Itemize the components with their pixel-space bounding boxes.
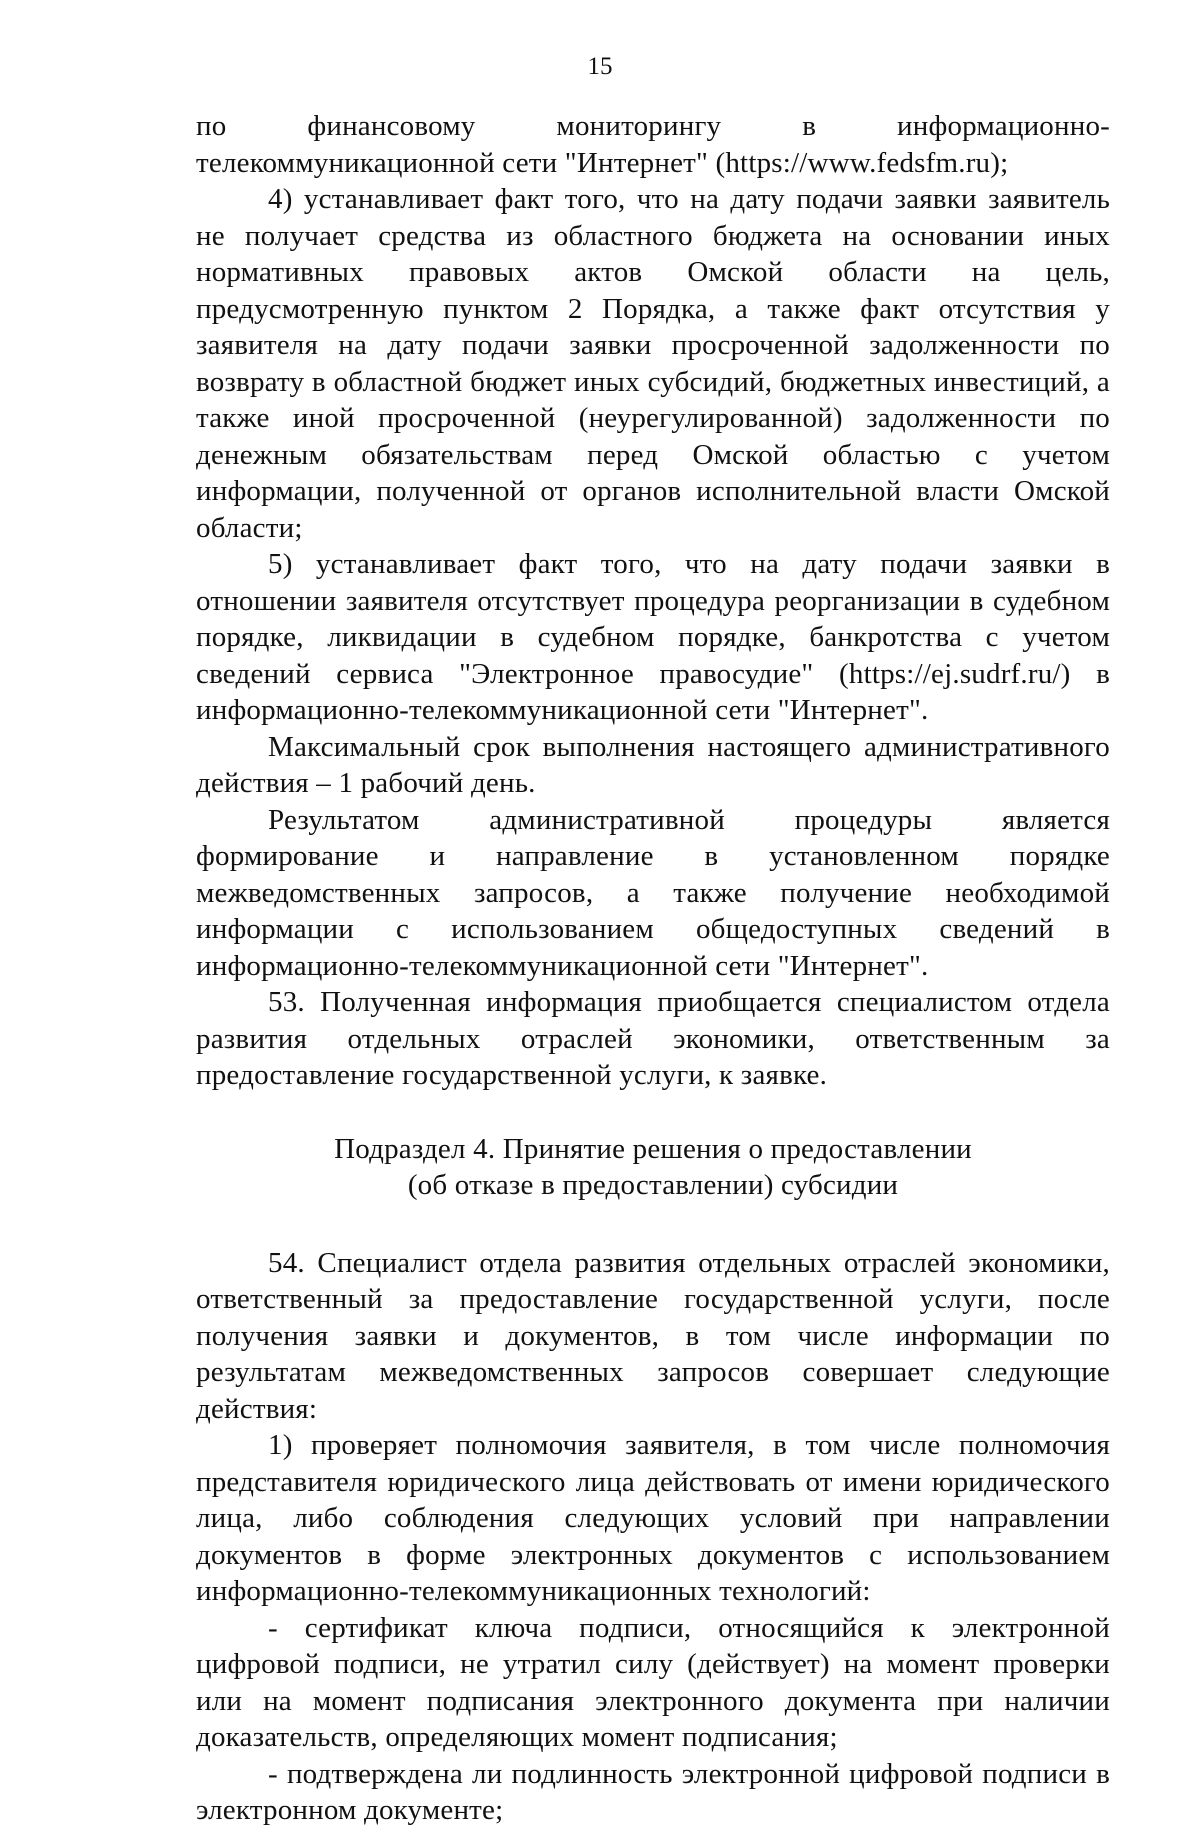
subsection-heading: [196, 1131, 1110, 1204]
paragraph-continuation: по финансовому мониторингу в информационно-телекоммуникационной сети "Интернет" (https://www.fedsfm.ru);: [196, 110, 1110, 179]
paragraph-signature-condition: - подтверждена ли подлинность электронной цифровой подписи в электронном документе;: [196, 1757, 1110, 1826]
paragraph-item-1: 1) проверяет полномочия заявителя, в том числе полномочия представителя юридического лица действовать от имени юридического лица, либо соблюдения следующих условий при направлении документов в форме электронных документов с использованием информационно-телекоммуникационных технологий:: [196, 1429, 1110, 1607]
paragraph-certificate-condition: - сертификат ключа подписи, относящийся к электронной цифровой подписи, не утратил силу (действует) на момент проверки или на момент подписания электронного документа при наличии доказательств, определяющих момент подписания;: [196, 1611, 1110, 1753]
paragraph-53: 53. Полученная информация приобщается специалистом отдела развития отдельных отраслей экономики, ответственным за предоставление государственной услуги, к заявке.: [196, 986, 1110, 1091]
subsection-heading-line-1: Подраздел 4. Принятие решения о предоставлении: [334, 1132, 972, 1165]
paragraph-item-5: 5) устанавливает факт того, что на дату подачи заявки в отношении заявителя отсутствует процедура реорганизации в судебном порядке, ликвидации в судебном порядке, банкротства с учетом сведений сервиса "Электронное правосудие" (https://ej.sudrf.ru/) в информационно-телекоммуникационной сети "Интернет".: [196, 548, 1110, 726]
document-body: [196, 108, 1110, 1829]
paragraph-54: 54. Специалист отдела развития отдельных отраслей экономики, ответственный за предоставление государственной услуги, после получения заявки и документов, в том числе информации по результатам межведомственных запросов совершает следующие действия:: [196, 1246, 1110, 1425]
paragraph-max-term: Максимальный срок выполнения настоящего административного действия – 1 рабочий день.: [196, 730, 1110, 799]
page-number: 15: [587, 53, 613, 80]
paragraph-item-4: 4) устанавливает факт того, что на дату подачи заявки заявитель не получает средства из областного бюджета на основании иных нормативных правовых актов Омской области на цель, предусмотренную пунктом 2 Порядка, а также факт отсутствия у заявителя на дату подачи заявки просроченной задолженности по возврату в областной бюджет иных субсидий, бюджетных инвестиций, а также иной просроченной (неурегулированной) задолженности по денежным обязательствам перед Омской областью с учетом информации, полученной от органов исполнительной власти Омской области;: [196, 183, 1110, 544]
paragraph-result: Результатом административной процедуры является формирование и направление в установленном порядке межведомственных запросов, а также получение необходимой информации с использованием общедоступных сведений в информационно-телекоммуникационной сети "Интернет".: [196, 803, 1110, 982]
subsection-heading-line-2: (об отказе в предоставлении) субсидии: [407, 1169, 899, 1201]
